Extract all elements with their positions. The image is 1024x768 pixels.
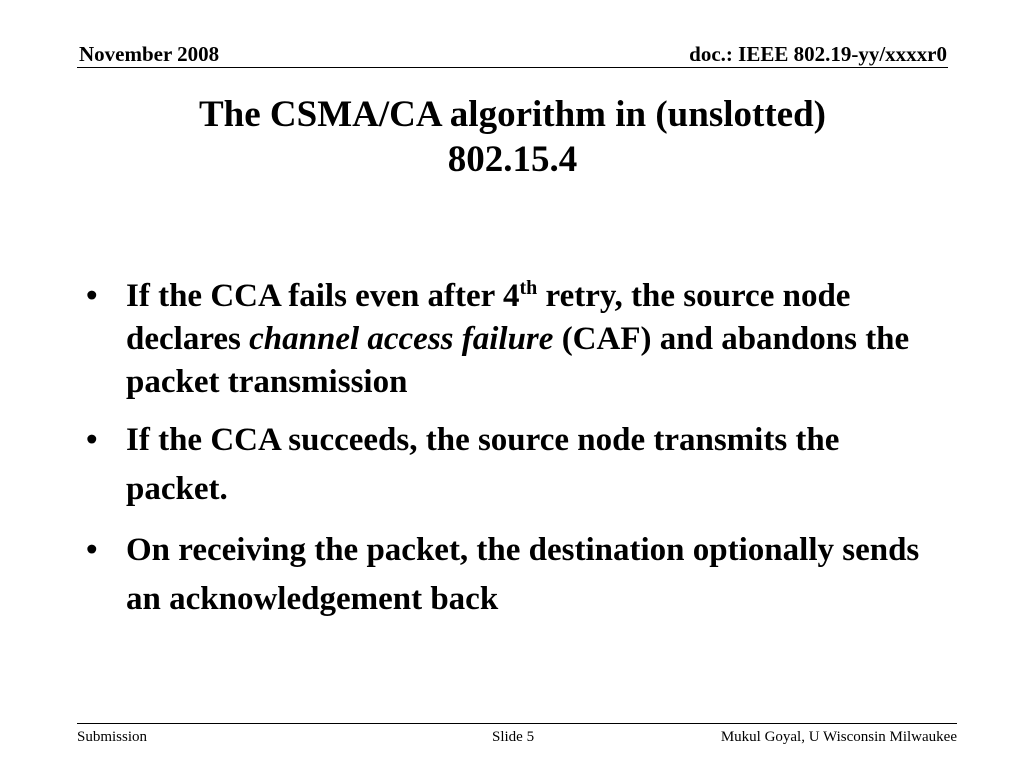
bullet-icon: • xyxy=(86,422,98,458)
bullet-text-part-1: If the CCA fails even after 4 xyxy=(126,278,520,314)
bullet-item-caf xyxy=(86,275,948,404)
bullet-icon: • xyxy=(86,532,98,568)
header-date: November 2008 xyxy=(79,42,220,66)
footer-author: Mukul Goyal, U Wisconsin Milwaukee xyxy=(720,729,957,745)
bullet-list xyxy=(86,275,948,636)
slide-title-line-1: The CSMA/CA algorithm in (unslotted) xyxy=(199,94,826,135)
slide-title xyxy=(77,92,948,182)
bullet-superscript: th xyxy=(519,277,538,299)
bullet-item-cca-success xyxy=(86,416,948,514)
bullet-italic-term: channel access failure xyxy=(249,321,554,357)
footer-submission: Submission xyxy=(77,729,148,745)
bullet-text: If the CCA succeeds, the source node transmits the packet. xyxy=(126,422,840,507)
bullet-text-part-2: retry, the source node declares xyxy=(126,278,851,357)
bullet-text-part-3: (CAF) and abandons the packet transmission xyxy=(126,321,910,400)
header-doc-id: doc.: IEEE 802.19-yy/xxxxr0 xyxy=(689,42,947,66)
bullet-item-acknowledgement xyxy=(86,526,948,624)
footer-divider xyxy=(77,723,957,724)
bullet-icon: • xyxy=(86,278,98,314)
bullet-text: On receiving the packet, the destination optionally sends an acknowledgement back xyxy=(126,532,920,617)
header-divider xyxy=(77,67,948,68)
slide-title-line-2: 802.15.4 xyxy=(447,139,578,180)
footer-slide-number: Slide 5 xyxy=(492,729,535,745)
